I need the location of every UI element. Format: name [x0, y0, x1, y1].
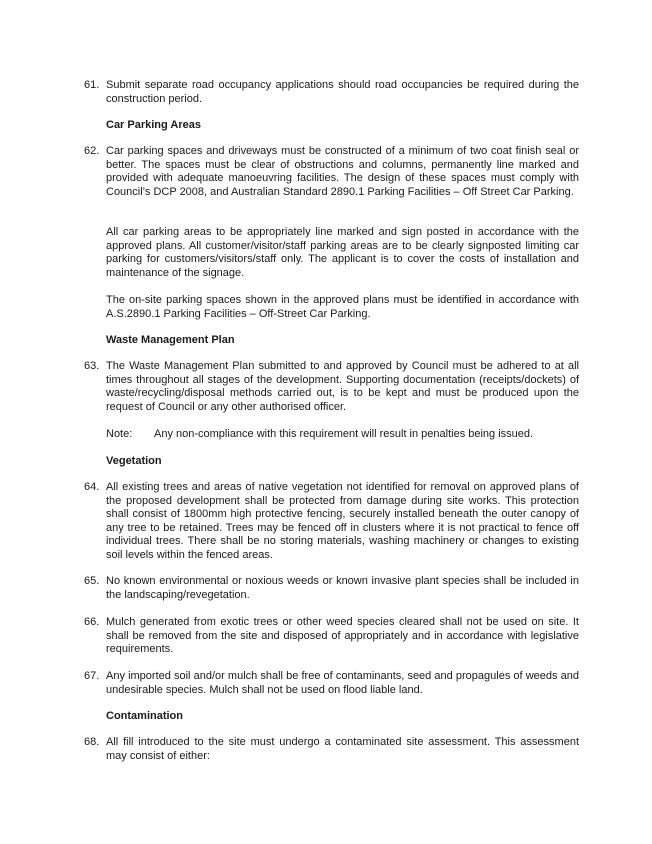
condition-63	[84, 360, 579, 414]
condition-number: 65.	[84, 575, 100, 587]
condition-68	[84, 736, 579, 763]
condition-text: All existing trees and areas of native vegetation not identified for removal on approved plans of the proposed development shall be protected from damage during site works. This protection shall consist of 1800mm high protective fencing, securely installed beneath the outer canopy of any tree to be retained. Trees may be fenced off in clusters where it is not practical to fence off individual trees. There shall be no storing materials, washing machinery or changes to existing soil levels within the fenced areas.	[106, 481, 579, 561]
condition-number: 61.	[84, 79, 100, 91]
heading-car-parking: Car Parking Areas	[106, 119, 201, 131]
note-63	[106, 428, 579, 442]
condition-text: Mulch generated from exotic trees or other weed species cleared shall not be used on site. It shall be removed from the site and disposed of appropriately and in accordance with legislative requirements.	[106, 616, 579, 655]
condition-number: 64.	[84, 481, 100, 493]
heading-contamination: Contamination	[106, 710, 183, 722]
heading-vegetation: Vegetation	[106, 455, 162, 467]
condition-number: 62.	[84, 145, 100, 157]
condition-text: All fill introduced to the site must undergo a contaminated site assessment. This assessment may consist of either:	[106, 736, 579, 762]
condition-text: No known environmental or noxious weeds or known invasive plant species shall be included in the landscaping/revegetation.	[106, 575, 579, 601]
condition-67	[84, 670, 579, 697]
condition-66	[84, 616, 579, 657]
condition-text: The Waste Management Plan submitted to and approved by Council must be adhered to at all times throughout all stages of the development. Supporting documentation (receipts/dockets) of waste/recycling/disposal methods carried out, is to be kept and must be produced upon the request of Council or any other authorised officer.	[106, 360, 579, 413]
condition-65	[84, 575, 579, 602]
paragraph-62-signage: All car parking areas to be appropriately line marked and sign posted in accordance with the approved plans. All customer/visitor/staff parking areas are to be clearly signposted limiting car parking for customers/visitors/staff only. The applicant is to cover the costs of installation and maintenance of the signage.	[106, 226, 579, 279]
condition-number: 68.	[84, 736, 100, 748]
condition-text: Any imported soil and/or mulch shall be free of contaminants, seed and propagules of weeds and undesirable species. Mulch shall not be used on flood liable land.	[106, 670, 579, 696]
condition-61	[84, 79, 579, 106]
heading-waste-management: Waste Management Plan	[106, 334, 235, 346]
condition-62	[84, 145, 579, 199]
condition-number: 63.	[84, 360, 100, 372]
condition-number: 66.	[84, 616, 100, 628]
note-label: Note:	[106, 428, 133, 440]
condition-text: Car parking spaces and driveways must be constructed of a minimum of two coat finish seal or better. The spaces must be clear of obstructions and columns, permanently line marked and provided with adequate manoeuvring facilities. The design of these spaces must comply with Council’s DCP 2008, and Australian Standard 2890.1 Parking Facilities – Off Street Car Parking.	[106, 145, 579, 198]
condition-number: 67.	[84, 670, 100, 682]
condition-text: Submit separate road occupancy applications should road occupancies be required during the construction period.	[106, 79, 579, 105]
condition-64	[84, 481, 579, 562]
paragraph-62-identification: The on-site parking spaces shown in the approved plans must be identified in accordance with A.S.2890.1 Parking Facilities – Off-Street Car Parking.	[106, 294, 579, 320]
note-text: Any non-compliance with this requirement will result in penalties being issued.	[154, 428, 534, 440]
